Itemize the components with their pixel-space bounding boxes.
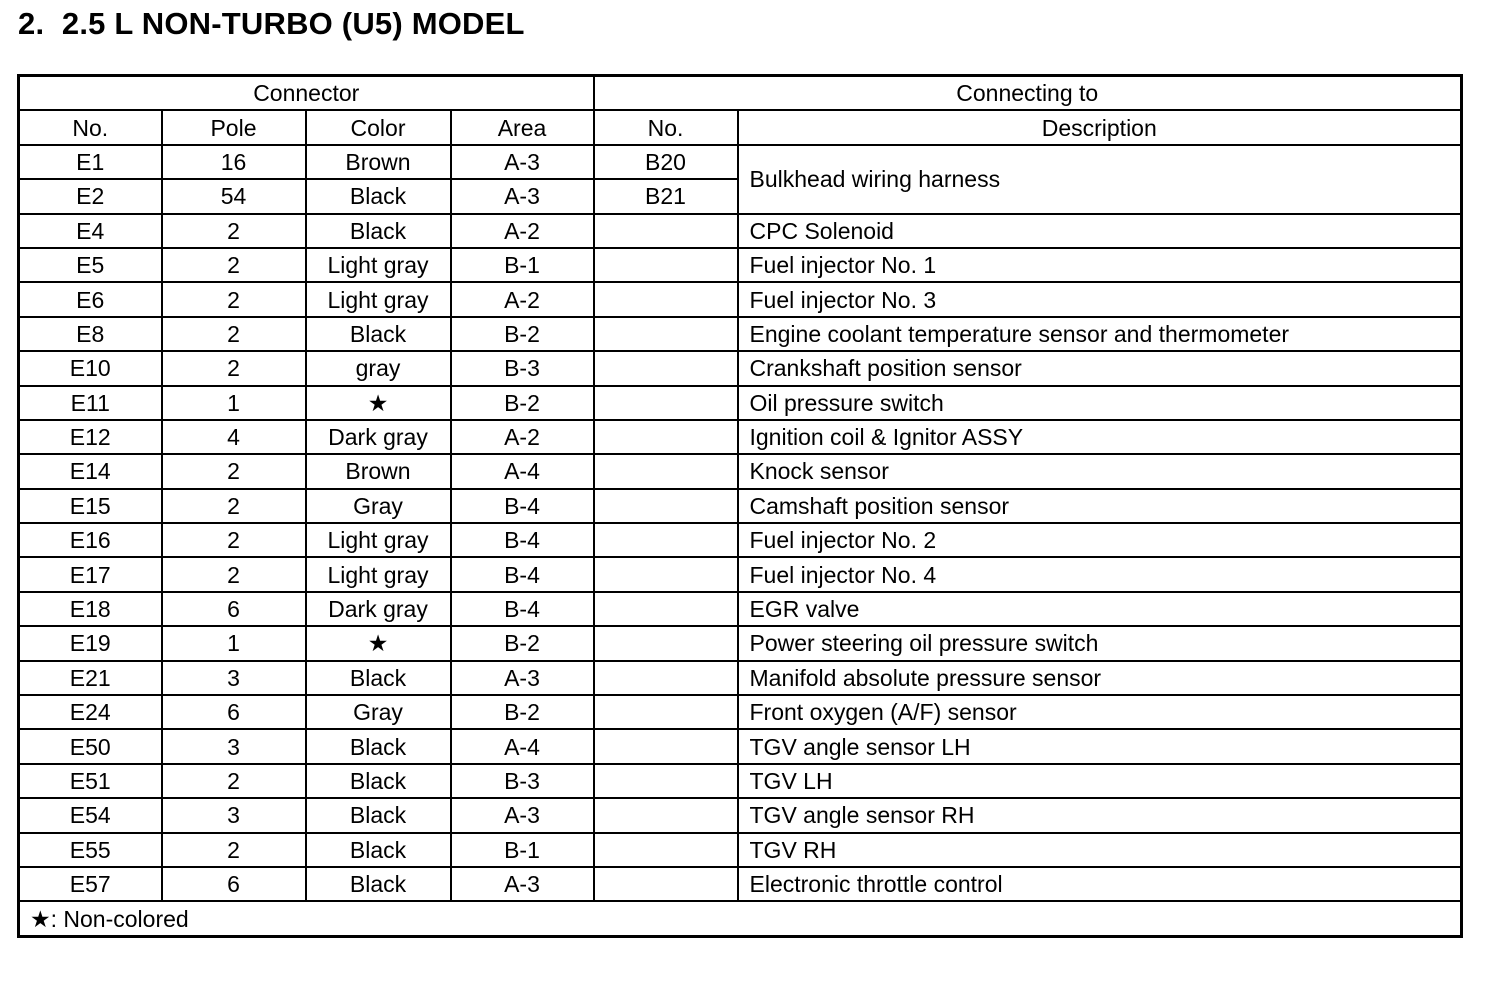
cell-color: Dark gray — [306, 420, 451, 454]
cell-to-no — [594, 798, 738, 832]
col-header-color: Color — [306, 110, 451, 144]
cell-to-no: B20 — [594, 145, 738, 179]
cell-area: A-4 — [451, 454, 594, 488]
cell-color: Black — [306, 214, 451, 248]
cell-to-no — [594, 833, 738, 867]
cell-pole: 2 — [162, 454, 306, 488]
cell-description: Fuel injector No. 2 — [738, 523, 1462, 557]
table-row — [19, 661, 1462, 695]
cell-to-no — [594, 420, 738, 454]
cell-to-no — [594, 454, 738, 488]
group-header-row — [19, 76, 1462, 111]
cell-no: E57 — [19, 867, 162, 901]
cell-color: Gray — [306, 695, 451, 729]
cell-to-no — [594, 317, 738, 351]
cell-no: E55 — [19, 833, 162, 867]
cell-no: E10 — [19, 351, 162, 385]
cell-color: gray — [306, 351, 451, 385]
col-header-description: Description — [738, 110, 1462, 144]
table-row — [19, 798, 1462, 832]
cell-pole: 6 — [162, 695, 306, 729]
cell-to-no — [594, 729, 738, 763]
cell-color: ★ — [306, 626, 451, 660]
table-row — [19, 557, 1462, 591]
table-row — [19, 764, 1462, 798]
table-row — [19, 592, 1462, 626]
cell-pole: 3 — [162, 798, 306, 832]
table-row — [19, 626, 1462, 660]
cell-pole: 2 — [162, 557, 306, 591]
cell-area: A-3 — [451, 145, 594, 179]
cell-pole: 2 — [162, 523, 306, 557]
cell-description: Crankshaft position sensor — [738, 351, 1462, 385]
cell-description: CPC Solenoid — [738, 214, 1462, 248]
table-row — [19, 420, 1462, 454]
cell-color: Light gray — [306, 523, 451, 557]
cell-to-no — [594, 592, 738, 626]
connecting-to-group-header: Connecting to — [594, 76, 1462, 111]
cell-no: E5 — [19, 248, 162, 282]
cell-pole: 2 — [162, 214, 306, 248]
cell-color: Black — [306, 764, 451, 798]
cell-to-no — [594, 489, 738, 523]
cell-no: E1 — [19, 145, 162, 179]
cell-to-no — [594, 661, 738, 695]
cell-no: E24 — [19, 695, 162, 729]
cell-no: E18 — [19, 592, 162, 626]
cell-area: A-3 — [451, 661, 594, 695]
cell-no: E2 — [19, 179, 162, 213]
cell-to-no: B21 — [594, 179, 738, 213]
cell-description: Oil pressure switch — [738, 386, 1462, 420]
cell-color: Dark gray — [306, 592, 451, 626]
table-row — [19, 248, 1462, 282]
cell-color: Brown — [306, 454, 451, 488]
cell-pole: 3 — [162, 661, 306, 695]
cell-color: ★ — [306, 386, 451, 420]
cell-description: Bulkhead wiring harness — [738, 145, 1462, 214]
cell-to-no — [594, 557, 738, 591]
cell-pole: 1 — [162, 626, 306, 660]
cell-description: Fuel injector No. 3 — [738, 282, 1462, 316]
cell-no: E14 — [19, 454, 162, 488]
cell-no: E54 — [19, 798, 162, 832]
cell-description: Camshaft position sensor — [738, 489, 1462, 523]
cell-color: Light gray — [306, 557, 451, 591]
footnote: ★: Non-colored — [19, 901, 1462, 936]
cell-description: Engine coolant temperature sensor and thermometer — [738, 317, 1462, 351]
connector-table — [17, 74, 1463, 938]
cell-description: TGV angle sensor RH — [738, 798, 1462, 832]
cell-color: Black — [306, 798, 451, 832]
table-row — [19, 145, 1462, 179]
cell-color: Gray — [306, 489, 451, 523]
cell-to-no — [594, 248, 738, 282]
cell-description: Fuel injector No. 1 — [738, 248, 1462, 282]
cell-to-no — [594, 214, 738, 248]
table-row — [19, 317, 1462, 351]
cell-area: A-3 — [451, 867, 594, 901]
cell-color: Black — [306, 317, 451, 351]
cell-area: B-2 — [451, 317, 594, 351]
cell-description: TGV RH — [738, 833, 1462, 867]
cell-description: Knock sensor — [738, 454, 1462, 488]
cell-pole: 2 — [162, 351, 306, 385]
cell-area: B-3 — [451, 351, 594, 385]
cell-to-no — [594, 351, 738, 385]
cell-no: E6 — [19, 282, 162, 316]
cell-area: B-4 — [451, 489, 594, 523]
col-header-area: Area — [451, 110, 594, 144]
cell-area: B-2 — [451, 695, 594, 729]
cell-color: Black — [306, 833, 451, 867]
cell-description: Manifold absolute pressure sensor — [738, 661, 1462, 695]
table-row — [19, 523, 1462, 557]
table-row — [19, 214, 1462, 248]
cell-description: Electronic throttle control — [738, 867, 1462, 901]
cell-pole: 1 — [162, 386, 306, 420]
cell-area: A-2 — [451, 214, 594, 248]
col-header-pole: Pole — [162, 110, 306, 144]
cell-area: A-2 — [451, 420, 594, 454]
cell-pole: 2 — [162, 489, 306, 523]
cell-to-no — [594, 695, 738, 729]
cell-area: B-1 — [451, 248, 594, 282]
cell-area: A-3 — [451, 179, 594, 213]
footnote-row — [19, 901, 1462, 936]
cell-description: TGV LH — [738, 764, 1462, 798]
cell-area: B-4 — [451, 523, 594, 557]
cell-no: E15 — [19, 489, 162, 523]
cell-area: B-4 — [451, 557, 594, 591]
col-header-no: No. — [19, 110, 162, 144]
col-header-to-no: No. — [594, 110, 738, 144]
cell-no: E4 — [19, 214, 162, 248]
cell-to-no — [594, 626, 738, 660]
cell-pole: 16 — [162, 145, 306, 179]
cell-area: B-3 — [451, 764, 594, 798]
cell-pole: 2 — [162, 764, 306, 798]
cell-to-no — [594, 386, 738, 420]
column-header-row — [19, 110, 1462, 144]
table-row — [19, 867, 1462, 901]
cell-description: Front oxygen (A/F) sensor — [738, 695, 1462, 729]
table-row — [19, 695, 1462, 729]
cell-description: TGV angle sensor LH — [738, 729, 1462, 763]
cell-description: Fuel injector No. 4 — [738, 557, 1462, 591]
cell-color: Light gray — [306, 282, 451, 316]
cell-no: E19 — [19, 626, 162, 660]
cell-color: Black — [306, 867, 451, 901]
cell-pole: 2 — [162, 317, 306, 351]
cell-color: Black — [306, 729, 451, 763]
cell-color: Brown — [306, 145, 451, 179]
cell-to-no — [594, 764, 738, 798]
cell-no: E8 — [19, 317, 162, 351]
cell-to-no — [594, 282, 738, 316]
cell-pole: 2 — [162, 833, 306, 867]
cell-area: A-2 — [451, 282, 594, 316]
cell-color: Light gray — [306, 248, 451, 282]
cell-no: E17 — [19, 557, 162, 591]
cell-color: Black — [306, 661, 451, 695]
table-row — [19, 729, 1462, 763]
cell-description: Ignition coil & Ignitor ASSY — [738, 420, 1462, 454]
cell-pole: 2 — [162, 282, 306, 316]
cell-no: E12 — [19, 420, 162, 454]
table-row — [19, 489, 1462, 523]
table-row — [19, 282, 1462, 316]
table-row — [19, 351, 1462, 385]
cell-to-no — [594, 523, 738, 557]
table-row — [19, 833, 1462, 867]
cell-description: Power steering oil pressure switch — [738, 626, 1462, 660]
cell-area: A-3 — [451, 798, 594, 832]
cell-description: EGR valve — [738, 592, 1462, 626]
cell-area: B-1 — [451, 833, 594, 867]
table-row — [19, 454, 1462, 488]
table-row — [19, 386, 1462, 420]
cell-pole: 2 — [162, 248, 306, 282]
cell-no: E16 — [19, 523, 162, 557]
cell-pole: 54 — [162, 179, 306, 213]
cell-no: E11 — [19, 386, 162, 420]
cell-pole: 6 — [162, 592, 306, 626]
cell-to-no — [594, 867, 738, 901]
cell-area: B-4 — [451, 592, 594, 626]
cell-pole: 4 — [162, 420, 306, 454]
cell-area: B-2 — [451, 386, 594, 420]
cell-color: Black — [306, 179, 451, 213]
page-title: 2. 2.5 L NON-TURBO (U5) MODEL — [18, 6, 525, 41]
cell-no: E50 — [19, 729, 162, 763]
cell-area: B-2 — [451, 626, 594, 660]
cell-no: E21 — [19, 661, 162, 695]
cell-pole: 3 — [162, 729, 306, 763]
cell-no: E51 — [19, 764, 162, 798]
cell-pole: 6 — [162, 867, 306, 901]
cell-area: A-4 — [451, 729, 594, 763]
connector-group-header: Connector — [19, 76, 594, 111]
